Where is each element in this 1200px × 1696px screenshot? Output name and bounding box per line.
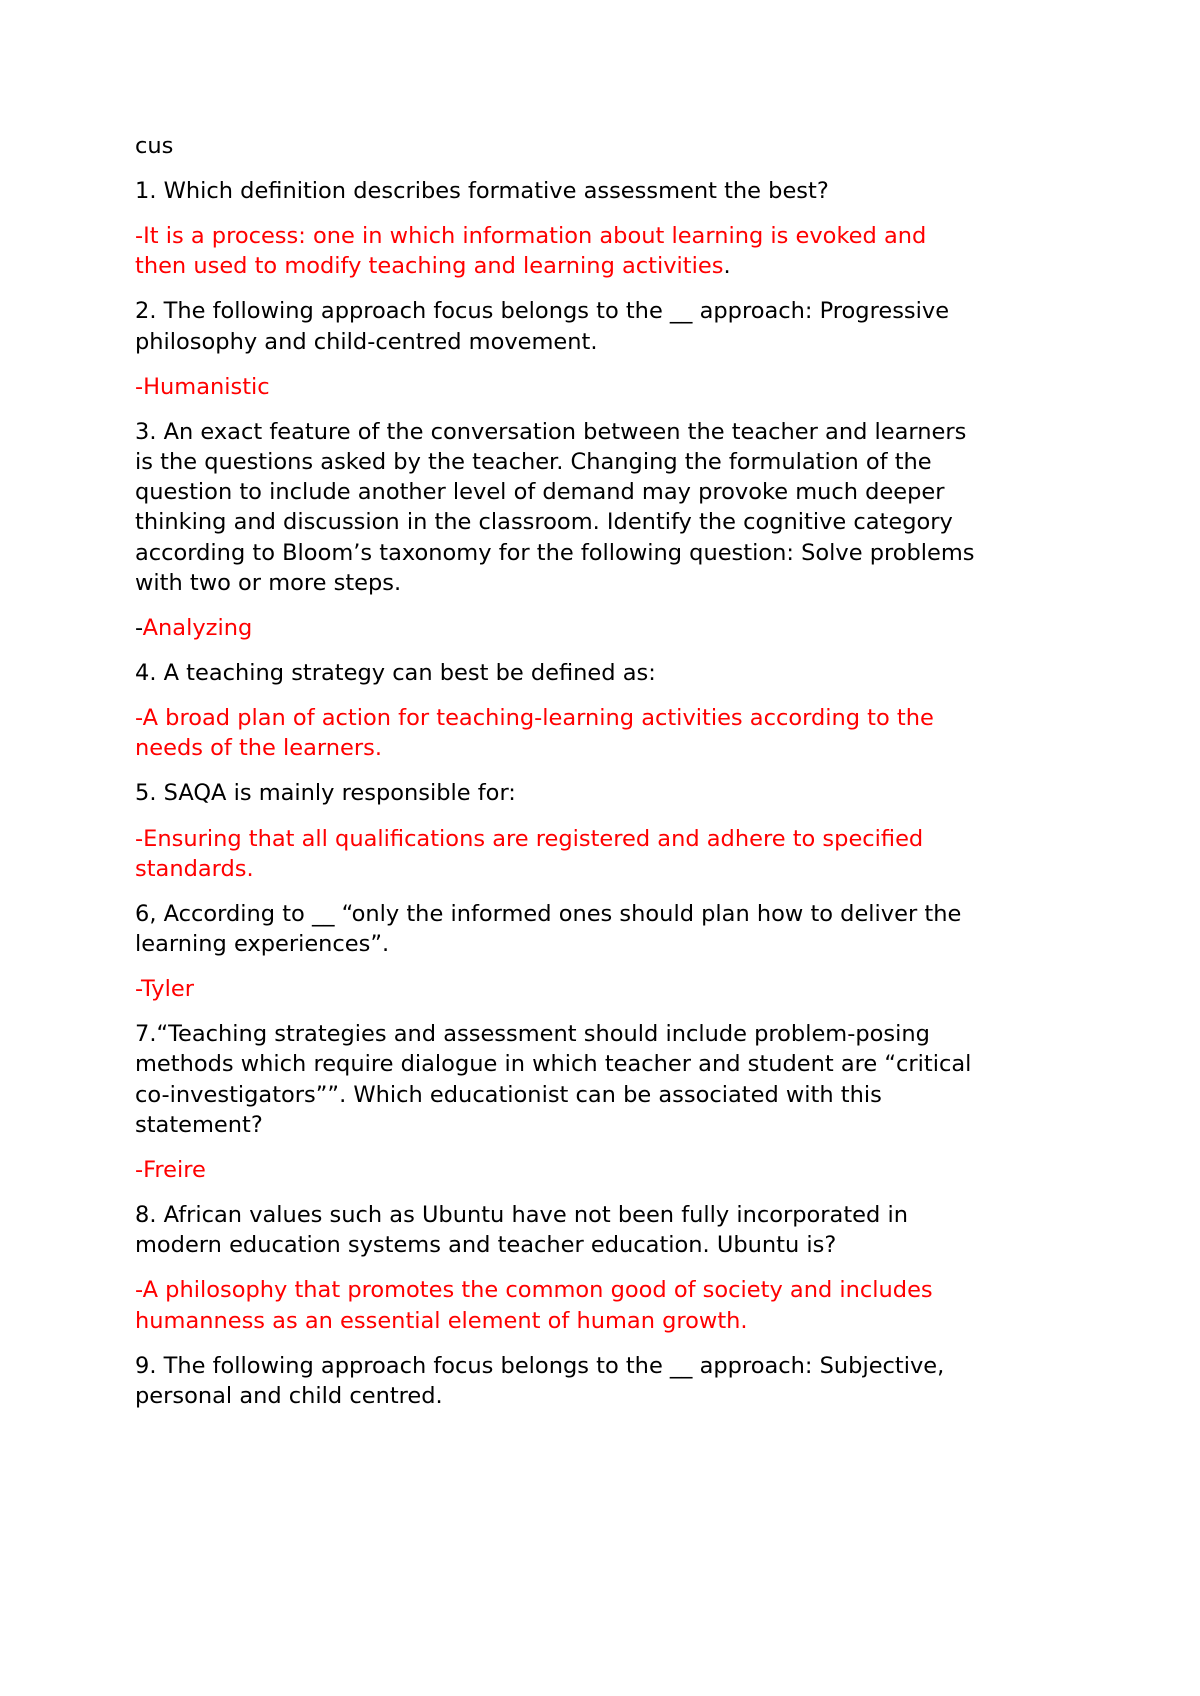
answer-5-text: -Ensuring that all qualifications are registered and adhere to specified standards. <box>135 825 924 882</box>
answer-8-text: -A philosophy that promotes the common good of society and includes humanness as an essential element of human growth. <box>135 1277 933 1334</box>
document-heading: cus <box>135 133 174 159</box>
answer-3 <box>135 613 1055 643</box>
question-1: 1. Which definition describes formative assessment the best? <box>135 178 829 205</box>
answer-6-text: -Tyler <box>135 976 194 1003</box>
answer-7 <box>135 1155 1055 1185</box>
answer-1 <box>135 221 1055 281</box>
answer-3-text: Analyzing <box>142 614 253 641</box>
question-8: 8. African values such as Ubuntu have not been fully incorporated in modern education systems and teacher education. Ubuntu is? <box>135 1202 908 1259</box>
answer-8 <box>135 1275 1055 1335</box>
answer-2 <box>135 372 1055 402</box>
answer-4-text: -A broad plan of action for teaching-learning activities according to the needs of the learners. <box>135 705 934 762</box>
answer-3-prefix: - <box>135 614 143 641</box>
question-2: 2. The following approach focus belongs to the __ approach: Progressive philosophy and child-centred movement. <box>135 298 950 355</box>
question-7: 7.“Teaching strategies and assessment should include problem-posing methods which require dialogue in which teacher and student are “critical co-investigators””. Which educationist can be associated with this statement? <box>135 1021 972 1138</box>
answer-6 <box>135 974 1055 1004</box>
question-3: 3. An exact feature of the conversation between the teacher and learners is the questions asked by the teacher. Changing the formulation of the question to include another level of demand may provoke much deeper thinking and discussion in the classroom. Identify the cognitive category according to Bloom’s taxonomy for the following question: Solve problems with two or more steps. <box>135 418 975 596</box>
question-4: 4. A teaching strategy can best be defined as: <box>135 660 656 687</box>
question-5: 5. SAQA is mainly responsible for: <box>135 780 516 807</box>
answer-7-text: -Freire <box>135 1156 206 1183</box>
answer-1-suffix: . <box>723 253 731 280</box>
question-6: 6, According to __ “only the informed ones should plan how to deliver the learning experiences”. <box>135 900 962 958</box>
question-9: 9. The following approach focus belongs to the __ approach: Subjective, personal and child centred. <box>135 1352 945 1409</box>
answer-4 <box>135 703 1055 763</box>
document-body <box>135 131 1055 1426</box>
answer-5 <box>135 824 1055 884</box>
answer-1-text: -It is a process: one in which information about learning is evoked and then used to modify teaching and learning activities <box>135 223 927 280</box>
answer-2-text: -Humanistic <box>135 373 270 400</box>
